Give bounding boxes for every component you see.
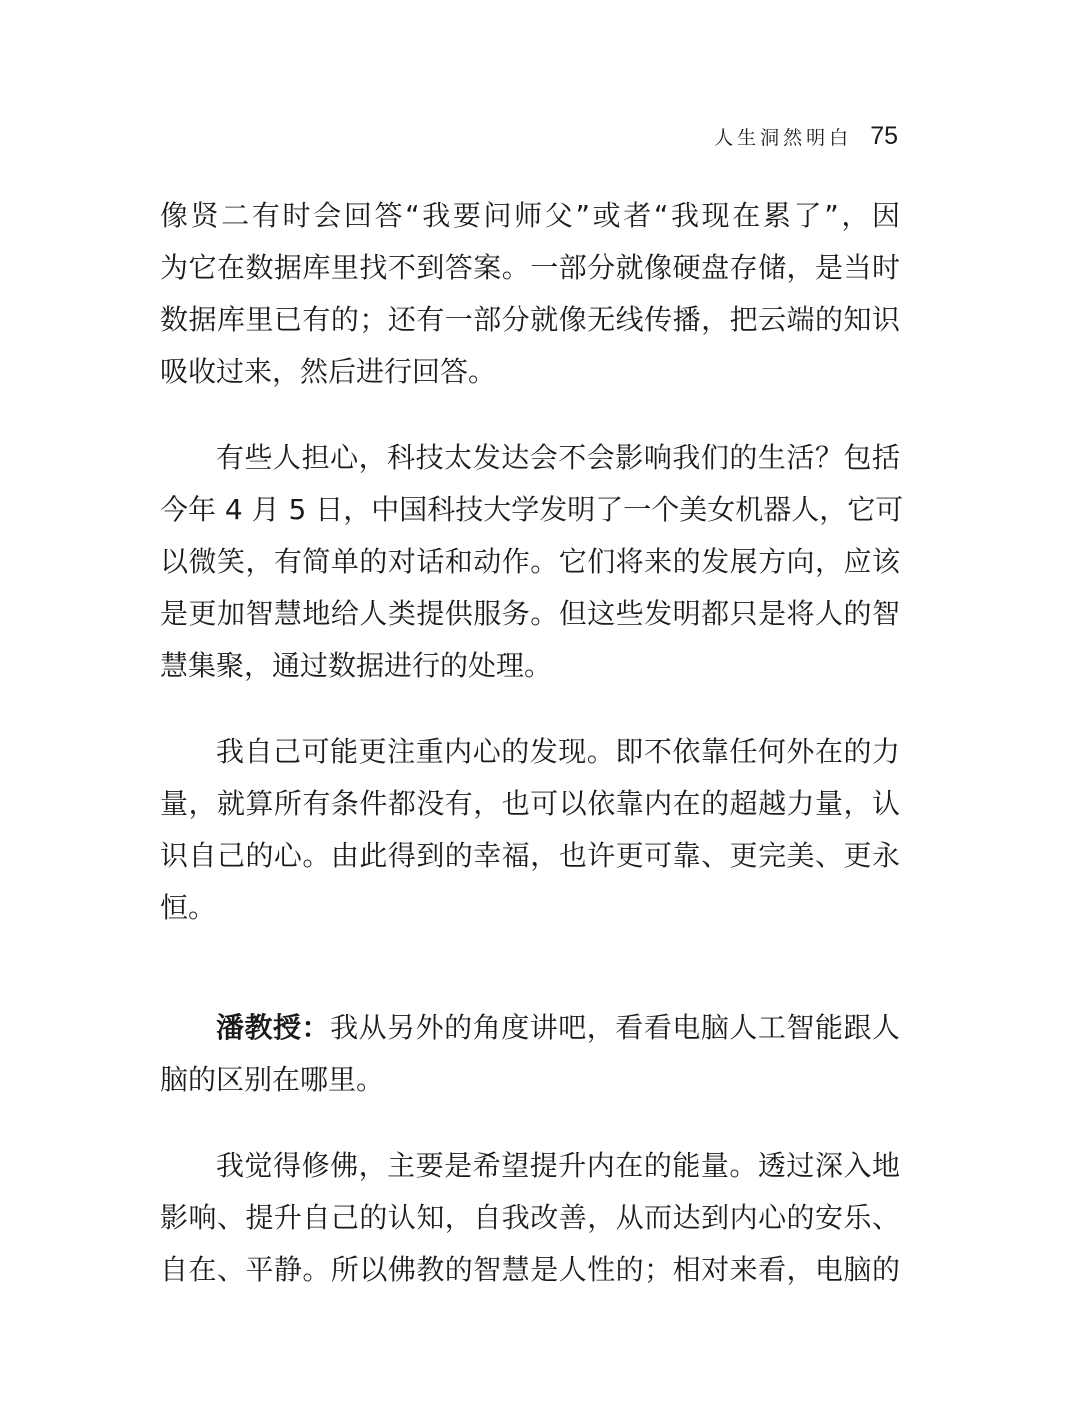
paragraph-1 <box>160 190 900 398</box>
text-line: 是更加智慧地给人类提供服务。但这些发明都只是将人的智 <box>160 597 900 630</box>
text-line <box>160 1002 900 1054</box>
text-line: 为它在数据库里找不到答案。一部分就像硬盘存储，是当时 <box>160 251 900 284</box>
text-line-content: 我从另外的角度讲吧，看看电脑人工智能跟人 <box>330 1011 900 1044</box>
text-line: 数据库里已有的；还有一部分就像无线传播，把云端的知识 <box>160 303 900 336</box>
text-line: 脑的区别在哪里。 <box>160 1063 385 1096</box>
page-number: 75 <box>870 122 898 150</box>
text-line: 我自己可能更注重内心的发现。即不依靠任何外在的力 <box>216 735 900 768</box>
text-line: 今年 4 月 5 日，中国科技大学发明了一个美女机器人，它可 <box>160 493 904 526</box>
text-line: 有些人担心，科技太发达会不会影响我们的生活？包括 <box>216 441 900 474</box>
text-line: 自在、平静。所以佛教的智慧是人性的；相对来看，电脑的 <box>160 1253 900 1286</box>
body-text <box>160 190 904 1296</box>
text-line: 像贤二有时会回答“我要问师父”或者“我现在累了”，因 <box>160 199 900 232</box>
text-line: 识自己的心。由此得到的幸福，也许更可靠、更完美、更永 <box>160 839 900 872</box>
text-line: 吸收过来，然后进行回答。 <box>160 355 497 388</box>
running-header <box>714 122 898 151</box>
text-line: 慧集聚，通过数据进行的处理。 <box>160 649 553 682</box>
text-line: 以微笑，有简单的对话和动作。它们将来的发展方向，应该 <box>160 545 900 578</box>
paragraph-5 <box>160 1140 900 1296</box>
paragraph-2 <box>160 432 904 692</box>
paragraph-4 <box>160 1002 900 1106</box>
text-line: 量，就算所有条件都没有，也可以依靠内在的超越力量，认 <box>160 787 900 820</box>
text-line: 我觉得修佛，主要是希望提升内在的能量。透过深入地 <box>216 1149 900 1182</box>
speaker-label: 潘教授： <box>216 1011 331 1044</box>
text-line: 恒。 <box>160 891 217 924</box>
text-line: 影响、提升自己的认知，自我改善，从而达到内心的安乐、 <box>160 1201 900 1234</box>
paragraph-3 <box>160 726 900 934</box>
running-title: 人生洞然明白 <box>714 127 853 149</box>
